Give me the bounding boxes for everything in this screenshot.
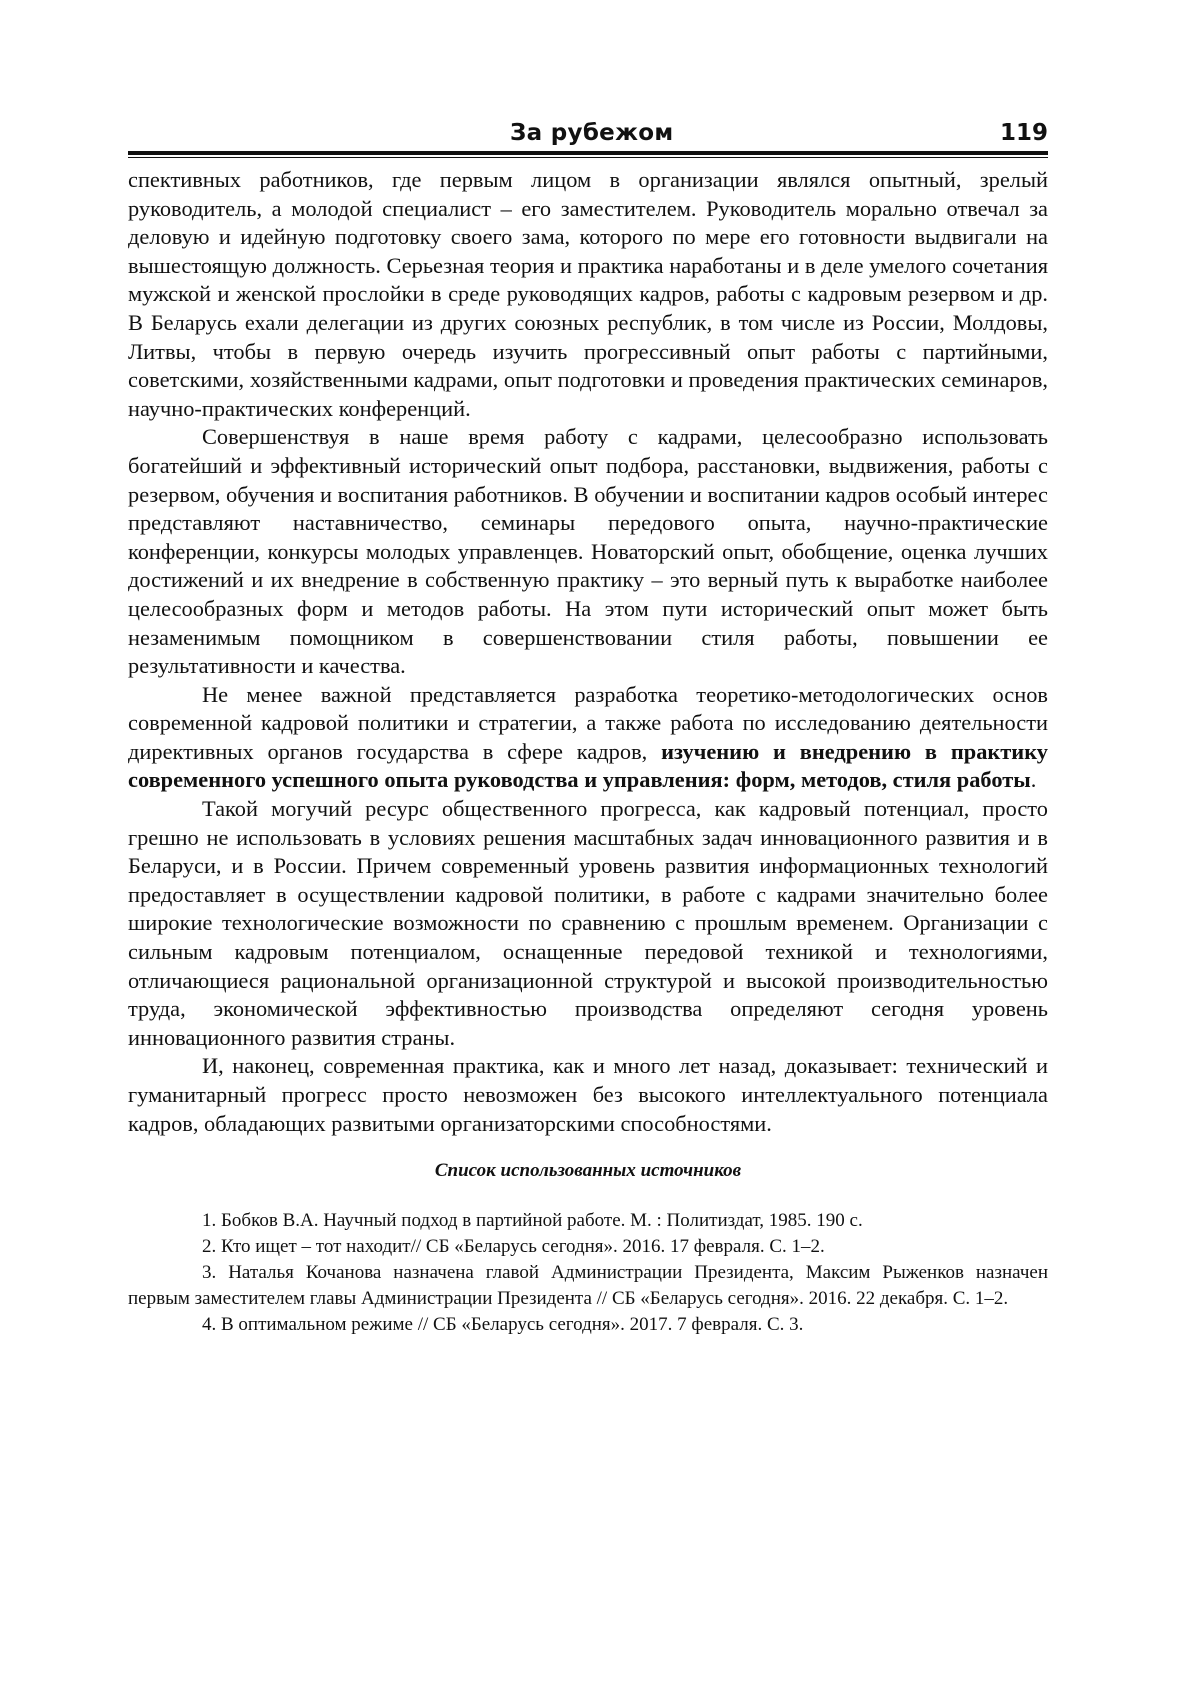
reference-item: 3. Наталья Кочанова назначена главой Администрации Президента, Максим Рыженков назначен первым заместителем главы Администрации Президента // СБ «Беларусь сегодня». 2016. 22 декабря. С. 1–2. bbox=[128, 1262, 1048, 1310]
page-number: 119 bbox=[999, 120, 1048, 146]
bold-emphasis: изучению и внедрению в практику современного успешного опыта руководства и управления: форм, методов, стиля работы bbox=[128, 738, 1048, 793]
paragraph-3: Не менее важной представляется разработка теоретико-методологических основ современной кадровой политики и стратегии, а также работа по исследованию деятельности директивных органов государства в сфере кадров, изучению и внедрению в практику современного успешного опыта руководства и управления: форм, методов, стиля работы. bbox=[128, 681, 1048, 793]
article-body bbox=[128, 166, 1048, 1138]
running-header bbox=[128, 120, 1048, 154]
section-title: За рубежом bbox=[510, 120, 674, 146]
reference-item: 1. Бобков В.А. Научный подход в партийной работе. М. : Политиздат, 1985. 190 с. bbox=[202, 1210, 863, 1232]
page bbox=[128, 120, 1048, 1338]
sources-heading: Список использованных источников bbox=[434, 1160, 742, 1182]
header-rule-thin bbox=[128, 157, 1048, 158]
paragraph-2: Совершенствуя в наше время работу с кадрами, целесообразно использовать богатейший и эффективный исторический опыт подбора, расстановки, выдвижения, работы с резервом, обучения и воспитания работников. В обучении и воспитании кадров особый интерес представляют наставничество, семинары передового опыта, научно-практические конференции, конкурсы молодых управленцев. Новаторский опыт, обобщение, оценка лучших достижений и их внедрение в собственную практику – это верный путь к выработке наиболее целесообразных форм и методов работы. На этом пути исторический опыт может быть незаменимым помощником в совершенствовании стиля работы, повышении ее результативности и качества. bbox=[128, 424, 1048, 679]
reference-list bbox=[128, 1208, 1048, 1338]
paragraph-4: Такой могучий ресурс общественного прогресса, как кадровый потенциал, просто грешно не использовать в условиях решения масштабных задач инновационного развития и в Беларуси, и в России. Причем современный уровень развития информационных технологий предоставляет в осуществлении кадровой политики, в работе с кадрами значительно более широкие технологические возможности по сравнению с прошлым временем. Организации с сильным кадровым потенциалом, оснащенные передовой техникой и технологиями, отличающиеся рациональной организационной структурой и высокой производительностью труда, экономической эффективностью производства определяют сегодня уровень инновационного развития страны. bbox=[128, 796, 1048, 1050]
paragraph-5: И, наконец, современная практика, как и много лет назад, доказывает: технический и гуманитарный прогресс просто невозможен без высокого интеллектуального потенциала кадров, обладающих развитыми организаторскими способностями. bbox=[128, 1053, 1048, 1136]
reference-item: 4. В оптимальном режиме // СБ «Беларусь сегодня». 2017. 7 февраля. С. 3. bbox=[202, 1314, 804, 1336]
reference-item: 2. Кто ищет – тот находит// СБ «Беларусь сегодня». 2016. 17 февраля. С. 1–2. bbox=[202, 1236, 825, 1258]
paragraph-1: спективных работников, где первым лицом в организации являлся опытный, зрелый руководитель, а молодой специалист – его заместителем. Руководитель морально отвечал за деловую и идейную подготовку своего зама, которого по мере его готовности выдвигали на вышестоящую должность. Серьезная теория и практика наработаны и в деле умелого сочетания мужской и женской прослойки в среде руководящих кадров, работы с кадровым резервом и др. В Беларусь ехали делегации из других союзных республик, в том числе из России, Молдовы, Литвы, чтобы в первую очередь изучить прогрессивный опыт работы с партийными, советскими, хозяйственными кадрами, опыт подготовки и проведения практических семинаров, научно-практических конференций. bbox=[128, 167, 1048, 421]
header-rule-thick bbox=[128, 151, 1048, 155]
